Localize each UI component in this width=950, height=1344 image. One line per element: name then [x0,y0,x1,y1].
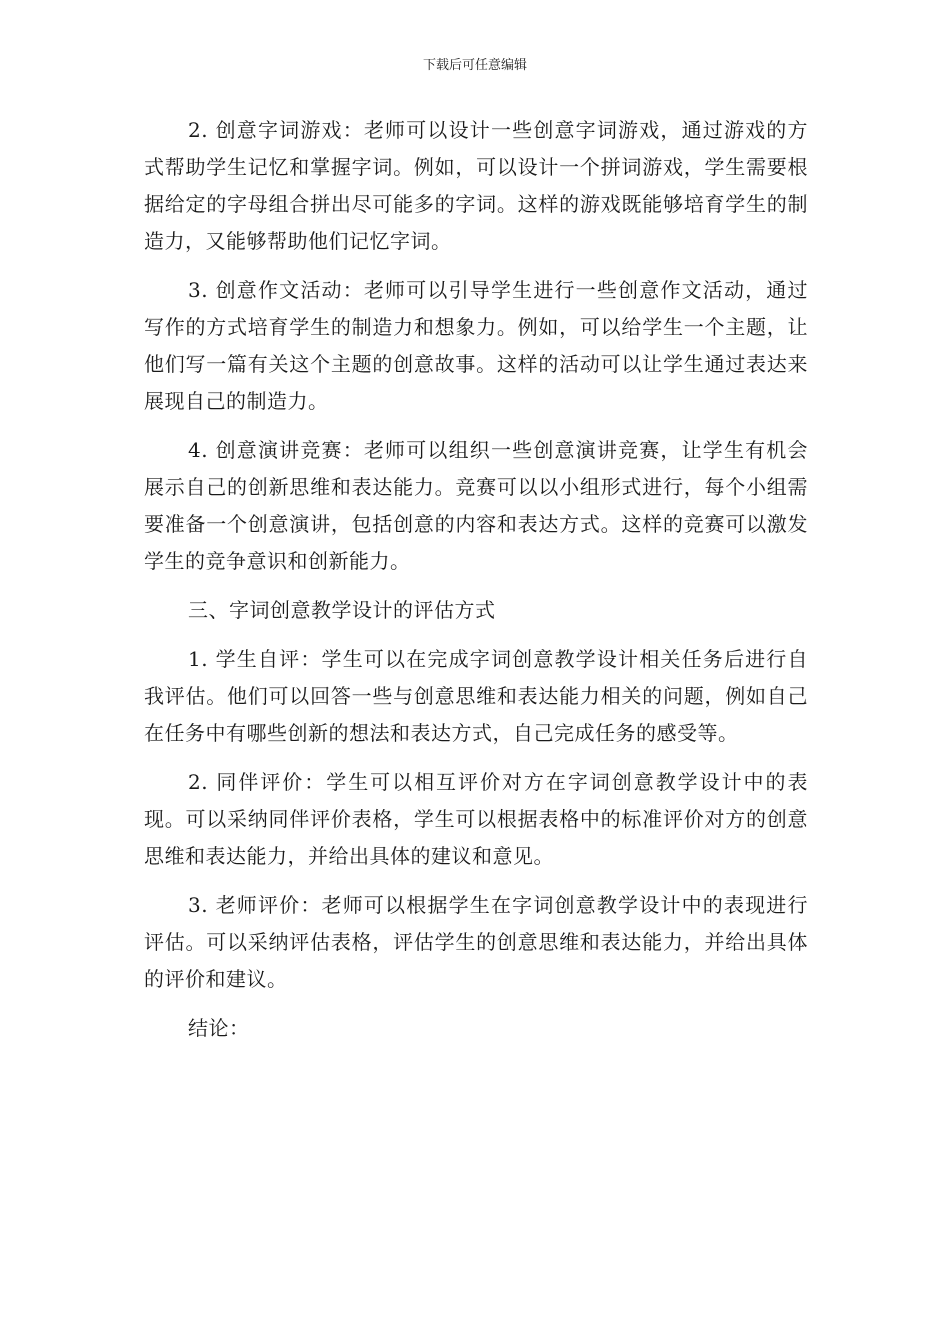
paragraph-teacher-evaluation: 3. 老师评价：老师可以根据学生在字词创意教学设计中的表现进行评估。可以采纳评估表格，评估学生的创意思维和表达能力，并给出具体的评价和建议。 [144,893,808,991]
page-header-note: 下载后可任意编辑 [422,58,527,73]
paragraph-peer-evaluation: 2. 同伴评价：学生可以相互评价对方在字词创意教学设计中的表现。可以采纳同伴评价表格，学生可以根据表格中的标准评价对方的创意思维和表达能力，并给出具体的建议和意见。 [144,770,808,868]
paragraph-student-self-evaluation: 1. 学生自评：学生可以在完成字词创意教学设计相关任务后进行自我评估。他们可以回答一些与创意思维和表达能力相关的问题，例如自己在任务中有哪些创新的想法和表达方式，自己完成任务的感受等。 [144,647,808,745]
section-heading-evaluation: 三、字词创意教学设计的评估方式 [188,598,496,622]
paragraph-creative-writing: 3. 创意作文活动：老师可以引导学生进行一些创意作文活动，通过写作的方式培育学生的制造力和想象力。例如，可以给学生一个主题，让他们写一篇有关这个主题的创意故事。这样的活动可以让学生通过表达来展现自己的制造力。 [144,278,808,413]
section-heading-conclusion: 结论： [188,1016,250,1040]
paragraph-creative-word-games: 2. 创意字词游戏：老师可以设计一些创意字词游戏，通过游戏的方式帮助学生记忆和掌握字词。例如，可以设计一个拼词游戏，学生需要根据给定的字母组合拼出尽可能多的字词。这样的游戏既能够培育学生的制造力，又能够帮助他们记忆字词。 [144,118,808,253]
paragraph-creative-speech-contest: 4. 创意演讲竞赛：老师可以组织一些创意演讲竞赛，让学生有机会展示自己的创新思维和表达能力。竞赛可以以小组形式进行，每个小组需要准备一个创意演讲，包括创意的内容和表达方式。这样的竞赛可以激发学生的竞争意识和创新能力。 [144,438,808,573]
document-body [144,112,808,1059]
